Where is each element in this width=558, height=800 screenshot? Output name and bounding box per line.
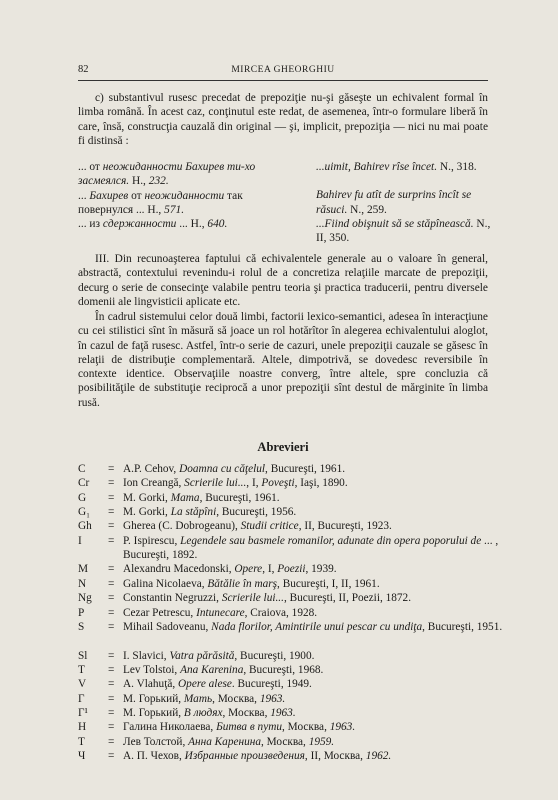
abbreviation-source: I. Slavici, Vatra părăsită, Bucureşti, 1900.: [123, 649, 315, 662]
abbreviation-key: P: [78, 606, 85, 619]
abbreviation-source: Constantin Negruzzi, Scrierile lui..., Bucureşti, II, Poezii, 1872.: [123, 592, 412, 605]
abbreviation-entry: [78, 706, 498, 720]
equals-sign: =: [108, 577, 115, 590]
equals-sign: =: [108, 706, 115, 719]
abbreviation-entry: [78, 577, 498, 591]
abbreviation-entry: [78, 677, 498, 691]
abbreviation-key: Ч: [78, 750, 86, 762]
abbreviation-entry: [78, 663, 498, 677]
abbreviation-key: I: [78, 534, 82, 547]
abbreviation-entry: [78, 649, 498, 663]
equals-sign: =: [108, 750, 115, 762]
abbreviation-source: M. Gorki, Mama, Bucureşti, 1961.: [123, 491, 280, 504]
abbreviation-source: Alexandru Macedonski, Opere, I, Poezii, 1939.: [123, 563, 337, 576]
equals-sign: =: [108, 477, 115, 490]
equals-sign: =: [108, 606, 115, 619]
abbreviation-key: Г¹: [78, 706, 88, 719]
abbreviation-entry: [78, 606, 498, 620]
abbreviation-key: T: [78, 663, 85, 676]
abbreviation-source: A. Vlahuţă, Opere alese. Bucureşti, 1949.: [123, 678, 312, 691]
abbreviation-key: Ng: [78, 592, 92, 605]
abbreviations-title: Abrevieri: [257, 440, 309, 454]
abbreviation-entry: [78, 591, 498, 605]
abbreviation-key: Gh: [78, 520, 92, 533]
intro-paragraph: c) substantivul rusesc precedat de prepoziţie nu-şi găseşte un echivalent formal în limba română. În acest caz, conţinutul este redat, de asemenea, într-o formulare liberă în care, însă, construcţia cauzală din original — şi, implicit, prepoziţia — nici nu mai poate fi distinsă :: [78, 92, 488, 147]
abbreviation-entry: [78, 476, 498, 490]
example-ru-1: ... от неожиданности Бахирев ти-хо засмеялся. Н., 232.: [78, 161, 256, 188]
section3-paragraph-1: III. Din recunoaşterea faptului că echivalentele generale au o valoare în general, abstractă, contextului revenindu-i rolul de a concretiza relaţiile marcate de prepoziţii, decurg o serie de consecinţe valabile pentru teoria şi practica traducerii, pentru diversele domenii ale lingvisticii aplicate etc.: [78, 253, 488, 308]
abbreviation-source: М. Горький, В людях, Москва, 1963.: [123, 706, 296, 719]
abbreviation-key: V: [78, 678, 87, 691]
abbreviation-source: М. Горький, Мать, Москва, 1963.: [123, 692, 286, 705]
equals-sign: =: [108, 721, 115, 734]
abbreviation-entry: [78, 491, 498, 505]
abbreviation-entry: [78, 534, 498, 563]
equals-sign: =: [108, 592, 115, 605]
equals-sign: =: [108, 463, 115, 475]
page-number: 82: [78, 64, 89, 75]
examples-russian: [78, 160, 288, 231]
equals-sign: =: [108, 520, 115, 533]
example-ro-3: ...Fiind obişnuit să se stăpînească. N., II, 350.: [316, 217, 491, 245]
abbreviation-source: Ion Creangă, Scrierile lui..., I, Poveşti, Iaşi, 1890.: [123, 477, 348, 490]
equals-sign: =: [108, 506, 115, 519]
equals-sign: =: [108, 620, 115, 633]
abbreviation-key: N: [78, 577, 87, 590]
abbreviation-entry: [78, 519, 498, 533]
abbreviation-key: Н: [78, 721, 87, 734]
equals-sign: =: [108, 663, 115, 676]
abbreviation-source: M. Gorki, La stăpîni, Bucureşti, 1956.: [123, 506, 297, 519]
page-header: [78, 64, 488, 78]
abbreviation-source: Lev Tolstoi, Ana Karenina, Bucureşti, 1968.: [123, 663, 324, 676]
abbreviation-source: P. Ispirescu, Legendele sau basmele romanilor, adunate din opera poporului de ... , Bucureşti, 1892.: [123, 534, 499, 562]
examples-romanian: [316, 160, 494, 245]
example-ru-2: ... Бахирев от неожиданности так повернулся ... Н., 571.: [78, 189, 243, 216]
abbreviation-entry: [78, 749, 498, 763]
abbreviation-key: Т: [78, 735, 85, 748]
abbreviation-entry: [78, 562, 498, 576]
abbreviation-key: Sl: [78, 649, 88, 662]
abbreviation-source: Mihail Sadoveanu, Nada florilor, Amintirile unui pescar cu undiţa, Bucureşti, 1951.: [123, 620, 503, 633]
equals-sign: =: [108, 678, 115, 691]
abbreviation-key: Г: [78, 692, 85, 705]
equals-sign: =: [108, 563, 115, 576]
abbreviation-key: G: [78, 491, 87, 504]
equals-sign: =: [108, 649, 115, 662]
abbreviation-key: G₁: [78, 506, 91, 519]
abbreviation-source: Лев Толстой, Анна Каренина, Москва, 1959.: [123, 735, 335, 748]
equals-sign: =: [108, 735, 115, 748]
abbreviation-key: C: [78, 463, 86, 475]
abbreviation-entry: [78, 505, 498, 519]
header-rule: [78, 80, 488, 81]
equals-sign: =: [108, 491, 115, 504]
example-ro-1: ...uimit, Bahirev rîse încet. N., 318.: [316, 161, 477, 173]
abbreviation-key: S: [78, 620, 85, 633]
section3-paragraph-2: În cadrul sistemului celor două limbi, factorii lexico-semantici, adesea în interacţiune cu cei stilistici sînt în măsură să joace un rol hotărîtor în alegerea echivalentului aloglot, în cazul de faţă rusesc. Astfel, într-o serie de cazuri, unele prepoziţii cauzale se găsesc în relaţii de distribuţie complementară. Altele, dimpotrivă, se dovedesc reversibile în contexte identice. Observaţiile noastre converg, între altele, spre concluzia că posibilităţile de substituţie reciprocă a unor prepoziţii sînt destul de mărginite în limba rusă.: [78, 311, 488, 409]
abbreviation-entry: [78, 692, 498, 706]
example-ru-3: ... из сдержанности ... Н., 640.: [78, 218, 228, 231]
equals-sign: =: [108, 534, 115, 547]
abbreviation-key: Cr: [78, 477, 90, 490]
abbreviation-key: M: [78, 563, 89, 576]
running-head: MIRCEA GHEORGHIU: [231, 65, 335, 75]
abbreviation-source: А. П. Чехов, Избранные произведения, II, Москва, 1962.: [123, 750, 392, 762]
abbreviation-source: Gherea (C. Dobrogeanu), Studii critice, II, Bucureşti, 1923.: [123, 520, 392, 533]
abbreviation-entry: [78, 620, 503, 649]
equals-sign: =: [108, 692, 115, 705]
abbreviation-entry: [78, 462, 498, 476]
abbreviation-source: A.P. Cehov, Doamna cu căţelul, Bucureşti, 1961.: [123, 463, 346, 475]
abbreviation-entry: [78, 720, 498, 734]
abbreviation-source: Галина Николаева, Битва в пути, Москва, 1963.: [123, 721, 356, 734]
abbreviation-source: Cezar Petrescu, Intunecare, Craiova, 1928.: [123, 606, 318, 619]
example-ro-2: Bahirev fu atît de surprins încît se răsuci. N., 259.: [316, 189, 472, 216]
abbreviation-entry: [78, 735, 498, 749]
abbreviation-source: Galina Nicolaeva, Bătălie în marş, Bucureşti, I, II, 1961.: [123, 577, 380, 590]
